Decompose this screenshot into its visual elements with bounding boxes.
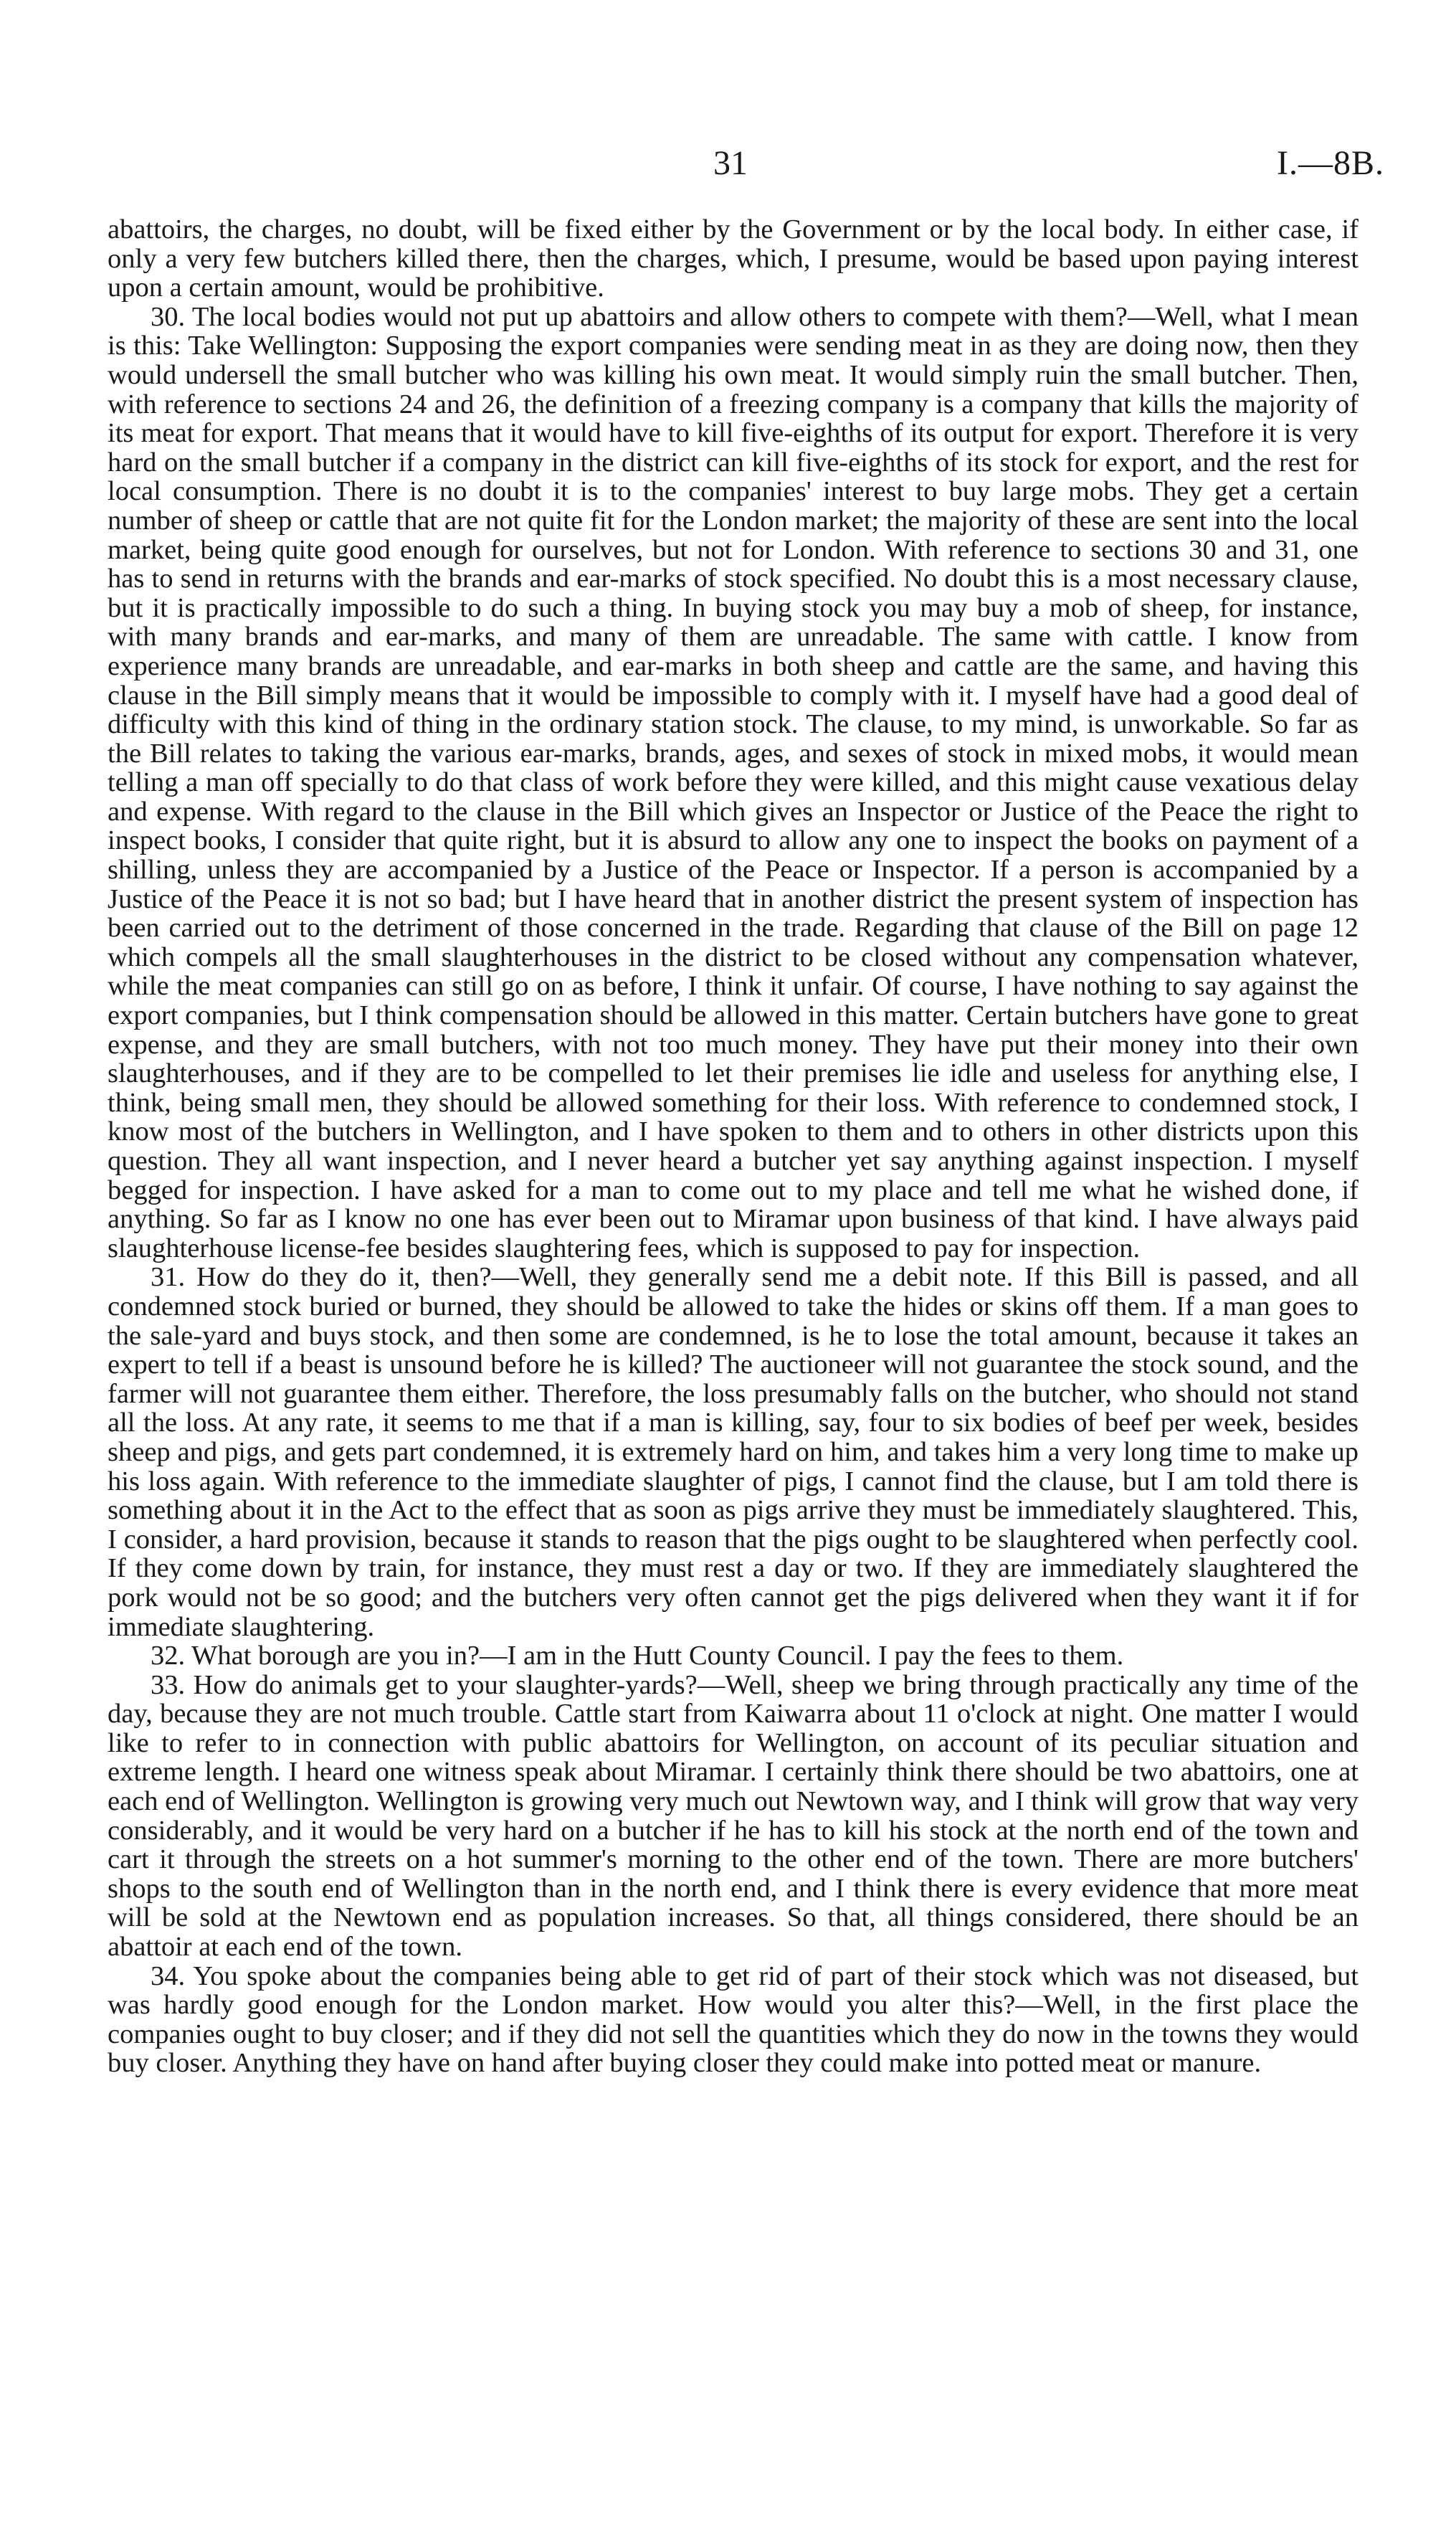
paragraph-continuation: abattoirs, the charges, no doubt, will be fixed either by the Government or by the local body. In either case, if only a very few butchers killed there, then the charges, which, I presume, would be based upon paying interest upon a certain amount, would be prohibitive. [108, 214, 1359, 303]
paragraph-question-33: 33. How do animals get to your slaughter-yards?—Well, sheep we bring through practically any time of the day, because they are not much trouble. Cattle start from Kaiwarra about 11 o'clock at night. One matter I would like to refer to in connection with public abattoirs for Wellington, on account of its peculiar situation and extreme length. I heard one witness speak about Miramar. I certainly think there should be two abattoirs, one at each end of Wellington. Wellington is growing very much out Newtown way, and I think will grow that way very considerably, and it would be very hard on a butcher if he has to kill his stock at the north end of the town and cart it through the streets on a hot summer's morning to the other end of the town. There are more butchers' shops to the south end of Wellington than in the north end, and I think there is every evidence that more meat will be sold at the Newtown end as population increases. So that, all things considered, there should be an abattoir at each end of the town. [108, 1669, 1359, 1963]
page-number: 31 [713, 144, 748, 182]
paragraph-question-34: 34. You spoke about the companies being able to get rid of part of their stock which was not diseased, but was hardly good enough for the London market. How would you alter this?—Well, in the first place the companies ought to buy closer; and if they did not sell the quantities which they do now in the towns they would buy closer. Anything they have on hand after buying closer they could make into potted meat or manure. [108, 1960, 1359, 2079]
paragraph-question-31: 31. How do they do it, then?—Well, they generally send me a debit note. If this Bill is passed, and all condemned stock buried or burned, they should be allowed to take the hides or skins off them. If a man goes to the sale-yard and buys stock, and then some are condemned, is he to lose the total amount, because it takes an expert to tell if a beast is unsound before he is killed? The auctioneer will not guarantee the stock sound, and the farmer will not guarantee them either. Therefore, the loss presumably falls on the butcher, who should not stand all the loss. At any rate, it seems to me that if a man is killing, say, four to six bodies of beef per week, besides sheep and pigs, and gets part condemned, it is extremely hard on him, and takes him a very long time to make up his loss again. With reference to the immediate slaughter of pigs, I cannot find the clause, but I am told there is something about it in the Act to the effect that as soon as pigs arrive they must be immediately slaughtered. This, I consider, a hard provision, because it stands to reason that the pigs ought to be slaughtered when perfectly cool. If they come down by train, for instance, they must rest a day or two. If they are immediately slaughtered the pork would not be so good; and the butchers very often cannot get the pigs delivered when they want it if for immediate slaughtering. [108, 1262, 1359, 1642]
body-text [108, 215, 1359, 2078]
paragraph-question-32: 32. What borough are you in?—I am in the Hutt County Council. I pay the fees to them. [151, 1641, 1124, 1671]
document-reference: I.—8B. [1277, 144, 1384, 182]
paragraph-question-30: 30. The local bodies would not put up abattoirs and allow others to compete with them?—Well, what I mean is this: Take Wellington: Supposing the export companies were sending meat in as they are doing now, then they would undersell the small butcher who was killing his own meat. It would simply ruin the small butcher. Then, with reference to sections 24 and 26, the definition of a freezing company is a company that kills the majority of its meat for export. That means that it would have to kill five-eighths of its output for export. Therefore it is very hard on the small butcher if a company in the district can kill five-eighths of its stock for export, and the rest for local consumption. There is no doubt it is to the companies' interest to buy large mobs. They get a certain number of sheep or cattle that are not quite fit for the London market; the majority of these are sent into the local market, being quite good enough for ourselves, but not for London. With reference to sections 30 and 31, one has to send in returns with the brands and ear-marks of stock specified. No doubt this is a most necessary clause, but it is practically impossible to do such a thing. In buying stock you may buy a mob of sheep, for instance, with many brands and ear-marks, and many of them are unreadable. The same with cattle. I know from experience many brands are unreadable, and ear-marks in both sheep and cattle are the same, and having this clause in the Bill simply means that it would be impossible to comply with it. I myself have had a good deal of difficulty with this kind of thing in the ordinary station stock. The clause, to my mind, is unworkable. So far as the Bill relates to taking the various ear-marks, brands, ages, and sexes of stock in mixed mobs, it would mean telling a man off specially to do that class of work before they were killed, and this might cause vexatious delay and expense. With regard to the clause in the Bill which gives an Inspector or Justice of the Peace the right to inspect books, I consider that quite right, but it is absurd to allow any one to inspect the books on payment of a shilling, unless they are accompanied by a Justice of the Peace or Inspector. If a person is accompanied by a Justice of the Peace it is not so bad; but I have heard that in another district the present system of inspection has been carried out to the detriment of those concerned in the trade. Regarding that clause of the Bill on page 12 which compels all the small slaughterhouses in the district to be closed without any compensation whatever, while the meat companies can still go on as before, I think it unfair. Of course, I have nothing to say against the export companies, but I think compensation should be allowed in this matter. Certain butchers have gone to great expense, and they are small butchers, with not too much money. They have put their money into their own slaughterhouses, and if they are to be compelled to let their premises lie idle and useless for anything else, I think, being small men, they should be allowed something for their loss. With reference to condemned stock, I know most of the butchers in Wellington, and I have spoken to them and to others in other districts upon this question. They all want inspection, and I never heard a butcher yet say anything against inspection. I myself begged for inspection. I have asked for a man to come out to my place and tell me what he wished done, if anything. So far as I know no one has ever been out to Miramar upon business of that kind. I have always paid slaughterhouse license-fee besides slaughtering fees, which is supposed to pay for inspection. [108, 301, 1359, 1263]
